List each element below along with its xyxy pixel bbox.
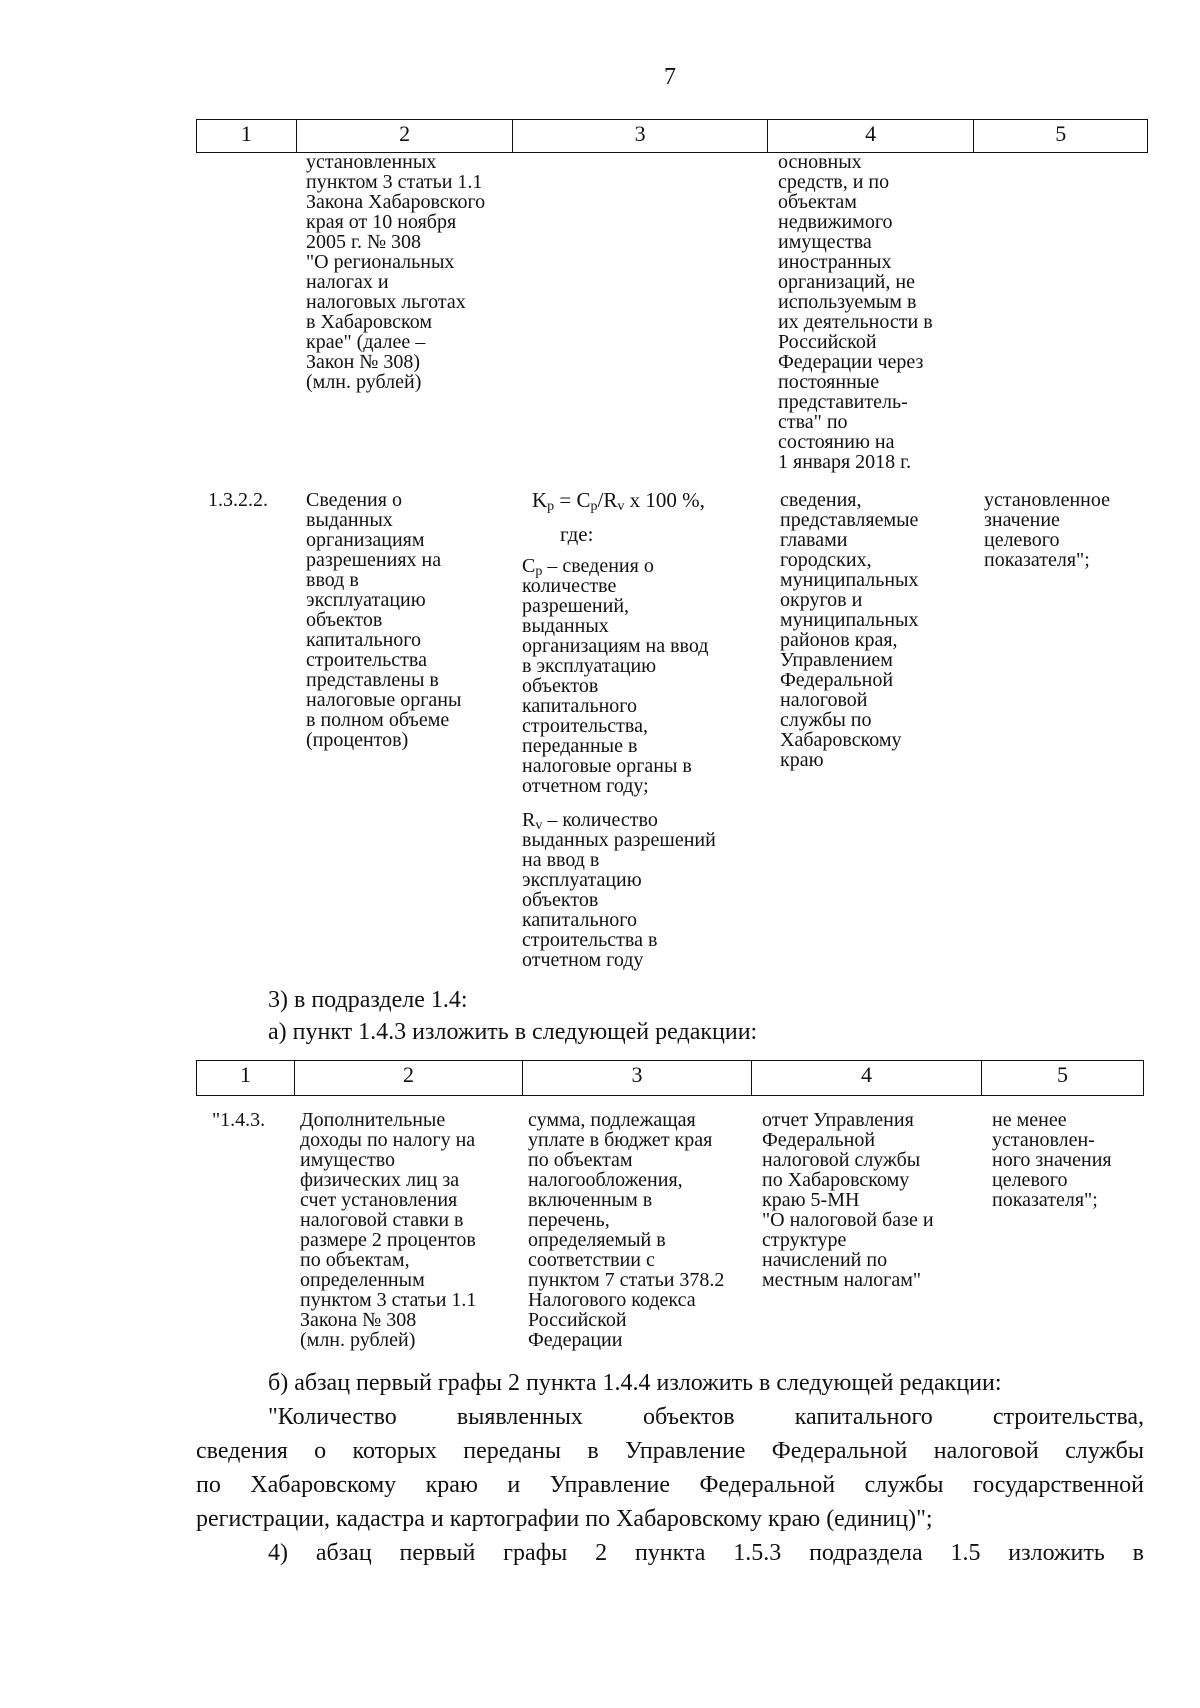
formula	[532, 488, 705, 512]
table1-header	[196, 119, 1148, 153]
table2-header-col1: 1	[197, 1061, 295, 1095]
paragraph-quote-line3: по Хабаровскому краю и Управление Федеральной службы государственной	[196, 1472, 1144, 1498]
paragraph-quote-line4: регистрации, кадастра и картографии по Хабаровскому краю (единиц)";	[196, 1506, 933, 1532]
table1-row-col4: сведения, представляемые главами городских, муниципальных округов и муниципальных районов края, Управлением Федеральной налоговой службы по Хабаровскому краю	[780, 489, 919, 771]
table2-row-col2: Дополнительные доходы по налогу на имущество физических лиц за счет установления налоговой ставки в размере 2 процентов по объектам, определенным пунктом 3 статьи 1.1 Закона № 308 (млн. рублей)	[300, 1109, 477, 1351]
table1-header-col5: 5	[1055, 121, 1067, 146]
cp-sub: p	[535, 564, 543, 579]
table1-header-col4: 4	[768, 120, 975, 152]
formula-eq: = C	[554, 488, 591, 512]
paragraph-item-1-5-3: 4) абзац первый графы 2 пункта 1.5.3 подраздела 1.5 изложить в	[268, 1540, 1144, 1566]
formula-r-sub: v	[617, 499, 625, 514]
paragraph-quote-line2: сведения о которых переданы в Управление Федеральной налоговой службы	[196, 1438, 1144, 1464]
rv-text: – количество выданных разрешений на ввод в эксплуатацию объектов капитального строительства в отчетном году	[522, 809, 716, 971]
page-number: 7	[664, 64, 676, 90]
formula-k-sub: p	[547, 499, 555, 514]
formula-k: K	[532, 488, 548, 512]
table1-row-number: 1.3.2.2.	[208, 489, 268, 511]
cp-symbol: C	[522, 555, 536, 577]
formula-div: /R	[597, 488, 618, 512]
definition-rv	[522, 810, 716, 970]
table2-row-number: "1.4.3.	[212, 1109, 266, 1131]
table1-cont-col4: основных средств, и по объектам недвижимого имущества иностранных организаций, не используемым в их деятельности в Российской Федерации через постоянные представитель- ства" по состоянию на 1 января 2018 г.	[778, 151, 933, 473]
table2-header-col4: 4	[752, 1061, 982, 1095]
rv-sub: v	[535, 818, 543, 833]
formula-c-sub: p	[590, 499, 598, 514]
definition-cp	[522, 556, 708, 796]
paragraph-item-1-4-4: б) абзац первый графы 2 пункта 1.4.4 изложить в следующей редакции:	[268, 1370, 1002, 1396]
table2-header-col3: 3	[523, 1061, 752, 1095]
table1-row-col5: установленное значение целевого показателя";	[984, 489, 1111, 571]
paragraph-subsection-1-4: 3) в подразделе 1.4:	[268, 987, 468, 1013]
table1-header-col2: 2	[297, 120, 514, 152]
paragraph-quote-line1: "Количество выявленных объектов капитального строительства,	[268, 1404, 1144, 1430]
formula-where: где:	[560, 522, 594, 546]
table2-header	[196, 1060, 1144, 1096]
table1-header-col1: 1	[197, 120, 297, 152]
table2-header-col2: 2	[295, 1061, 523, 1095]
table2-row-col3: сумма, подлежащая уплате в бюджет края по объектам налогообложения, включенным в перечень, определяемый в соответствии с пунктом 7 статьи 378.2 Налогового кодекса Российской Федерации	[528, 1109, 725, 1351]
table2-header-col5: 5	[1057, 1062, 1068, 1087]
rv-symbol: R	[522, 809, 536, 831]
table1-row-col2: Сведения о выданных организациям разрешениях на ввод в эксплуатацию объектов капитального строительства представлены в налоговые органы в полном объеме (процентов)	[306, 489, 462, 751]
table2-row-col4: отчет Управления Федеральной налоговой службы по Хабаровскому краю 5-МН "О налоговой базе и структуре начислений по местным налогам"	[762, 1109, 934, 1291]
table1-cont-col2: установленных пунктом 3 статьи 1.1 Закона Хабаровского края от 10 ноября 2005 г. № 308 "О региональных налогах и налоговых льготах в Хабаровском крае" (далее – Закон № 308) (млн. рублей)	[306, 151, 486, 393]
table1-header-col3: 3	[513, 120, 767, 152]
cp-text: – сведения о количестве разрешений, выданных организациям на ввод в эксплуатацию объектов капитального строительства, переданные в налоговые органы в отчетном году;	[522, 555, 709, 797]
table2-row-col5: не менее установлен- ного значения целевого показателя";	[992, 1109, 1112, 1211]
formula-tail: x 100 %,	[624, 488, 705, 512]
paragraph-item-1-4-3: а) пункт 1.4.3 изложить в следующей редакции:	[268, 1019, 758, 1045]
